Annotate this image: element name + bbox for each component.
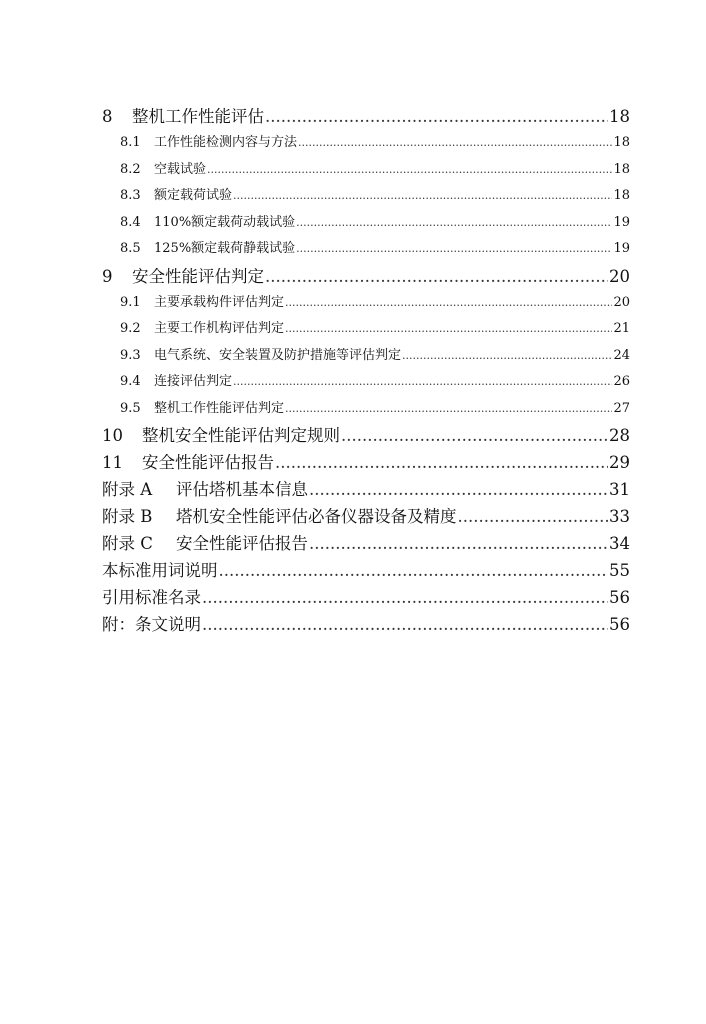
toc-entry-number: 8.5 bbox=[120, 241, 141, 256]
toc-entry-page: 33 bbox=[609, 507, 630, 526]
dot-leader bbox=[458, 503, 609, 530]
toc-backmatter-entry[interactable] bbox=[102, 611, 630, 638]
toc-entry-number: 9.3 bbox=[120, 347, 141, 363]
dot-leader bbox=[233, 183, 612, 210]
toc-entry-page: 19 bbox=[613, 214, 630, 230]
toc-entry[interactable] bbox=[102, 422, 630, 449]
dot-leader bbox=[285, 316, 612, 343]
toc-entry-number: 9.4 bbox=[120, 374, 141, 389]
toc-entry-number: 8.2 bbox=[120, 161, 141, 177]
toc-entry-title: 连接评估判定 bbox=[154, 374, 233, 389]
toc-subentry[interactable] bbox=[102, 183, 630, 210]
dot-leader bbox=[202, 611, 608, 638]
toc-subentry[interactable] bbox=[102, 343, 630, 370]
dot-leader bbox=[219, 557, 609, 584]
toc-entry-number: 附录 B bbox=[102, 507, 153, 526]
dot-leader bbox=[265, 263, 608, 290]
toc-entry-title: 主要工作机构评估判定 bbox=[154, 321, 285, 336]
toc-entry-page: 27 bbox=[613, 400, 630, 416]
toc-entry-page: 18 bbox=[609, 107, 630, 126]
toc-entry-number: 10 bbox=[102, 426, 123, 445]
toc-entry-number: 9 bbox=[102, 266, 113, 286]
toc-entry-page: 18 bbox=[613, 135, 630, 150]
toc-entry-title: 电气系统、安全装置及防护措施等评估判定 bbox=[154, 347, 402, 363]
toc-entry-page: 31 bbox=[609, 480, 630, 499]
dot-leader bbox=[233, 369, 612, 396]
toc-entry-page: 19 bbox=[613, 241, 630, 256]
toc-subentry[interactable] bbox=[102, 157, 630, 184]
toc-entry-page: 29 bbox=[609, 453, 630, 472]
toc-appendix-entry[interactable] bbox=[102, 476, 630, 503]
toc-entry[interactable] bbox=[102, 263, 630, 290]
toc-entry-title: 附：条文说明 bbox=[102, 615, 201, 634]
toc-backmatter-entry[interactable] bbox=[102, 557, 630, 584]
toc-entry-title: 125%额定载荷静载试验 bbox=[154, 241, 296, 256]
toc-entry-title: 评估塔机基本信息 bbox=[176, 480, 308, 499]
toc-entry-title: 110%额定载荷动载试验 bbox=[154, 214, 296, 230]
toc-entry-title: 整机工作性能评估判定 bbox=[154, 400, 285, 416]
toc-entry-number: 附录 C bbox=[102, 534, 153, 553]
toc-subentry[interactable] bbox=[102, 316, 630, 343]
dot-leader bbox=[265, 103, 608, 130]
toc-subentry[interactable] bbox=[102, 396, 630, 423]
toc-subentry[interactable] bbox=[102, 210, 630, 237]
toc-entry-title: 引用标准名录 bbox=[102, 588, 201, 607]
toc-entry-title: 安全性能评估报告 bbox=[176, 534, 308, 553]
toc-appendix-entry[interactable] bbox=[102, 530, 630, 557]
toc-entry-page: 20 bbox=[613, 294, 630, 310]
toc-entry-page: 20 bbox=[609, 266, 630, 286]
toc-entry-page: 55 bbox=[609, 561, 630, 580]
dot-leader bbox=[202, 584, 608, 611]
table-of-contents bbox=[102, 103, 630, 638]
toc-entry-number: 8.3 bbox=[120, 188, 141, 203]
toc-entry-number: 8.1 bbox=[120, 135, 141, 150]
toc-entry[interactable] bbox=[102, 103, 630, 130]
dot-leader bbox=[309, 476, 608, 503]
dot-leader bbox=[296, 210, 612, 237]
toc-entry-number: 8 bbox=[102, 107, 113, 126]
toc-entry-number: 9.5 bbox=[120, 400, 141, 416]
toc-entry-page: 18 bbox=[613, 161, 630, 177]
toc-entry-title: 工作性能检测内容与方法 bbox=[154, 135, 298, 150]
toc-entry-number: 11 bbox=[102, 453, 123, 472]
toc-entry-page: 28 bbox=[609, 426, 630, 445]
dot-leader bbox=[341, 422, 608, 449]
dot-leader bbox=[285, 396, 612, 423]
toc-entry-page: 21 bbox=[613, 321, 630, 336]
toc-entry-title: 主要承载构件评估判定 bbox=[154, 294, 285, 310]
toc-subentry[interactable] bbox=[102, 369, 630, 396]
dot-leader bbox=[309, 530, 608, 557]
toc-entry-title: 本标准用词说明 bbox=[102, 561, 218, 580]
dot-leader bbox=[402, 343, 612, 370]
dot-leader bbox=[285, 290, 612, 317]
toc-entry-title: 安全性能评估报告 bbox=[142, 453, 274, 472]
toc-entry[interactable] bbox=[102, 449, 630, 476]
toc-entry-title: 安全性能评估判定 bbox=[132, 266, 264, 286]
toc-entry-page: 56 bbox=[609, 588, 630, 607]
toc-entry-page: 24 bbox=[613, 347, 630, 363]
dot-leader bbox=[275, 449, 608, 476]
toc-entry-number: 8.4 bbox=[120, 214, 141, 230]
toc-appendix-entry[interactable] bbox=[102, 503, 630, 530]
toc-entry-number: 附录 A bbox=[102, 480, 153, 499]
toc-entry-title: 塔机安全性能评估必备仪器设备及精度 bbox=[176, 507, 457, 526]
dot-leader bbox=[296, 236, 612, 263]
dot-leader bbox=[207, 157, 612, 184]
toc-entry-page: 34 bbox=[609, 534, 630, 553]
toc-entry-title: 整机安全性能评估判定规则 bbox=[142, 426, 340, 445]
toc-entry-title: 整机工作性能评估 bbox=[132, 107, 264, 126]
toc-entry-title: 空载试验 bbox=[154, 161, 207, 177]
toc-entry-number: 9.2 bbox=[120, 321, 141, 336]
toc-entry-number: 9.1 bbox=[120, 294, 141, 310]
toc-entry-page: 56 bbox=[609, 615, 630, 634]
dot-leader bbox=[298, 130, 612, 157]
toc-subentry[interactable] bbox=[102, 130, 630, 157]
toc-entry-page: 26 bbox=[613, 374, 630, 389]
toc-entry-title: 额定载荷试验 bbox=[154, 188, 233, 203]
toc-subentry[interactable] bbox=[102, 290, 630, 317]
toc-entry-page: 18 bbox=[613, 188, 630, 203]
toc-backmatter-entry[interactable] bbox=[102, 584, 630, 611]
toc-subentry[interactable] bbox=[102, 236, 630, 263]
